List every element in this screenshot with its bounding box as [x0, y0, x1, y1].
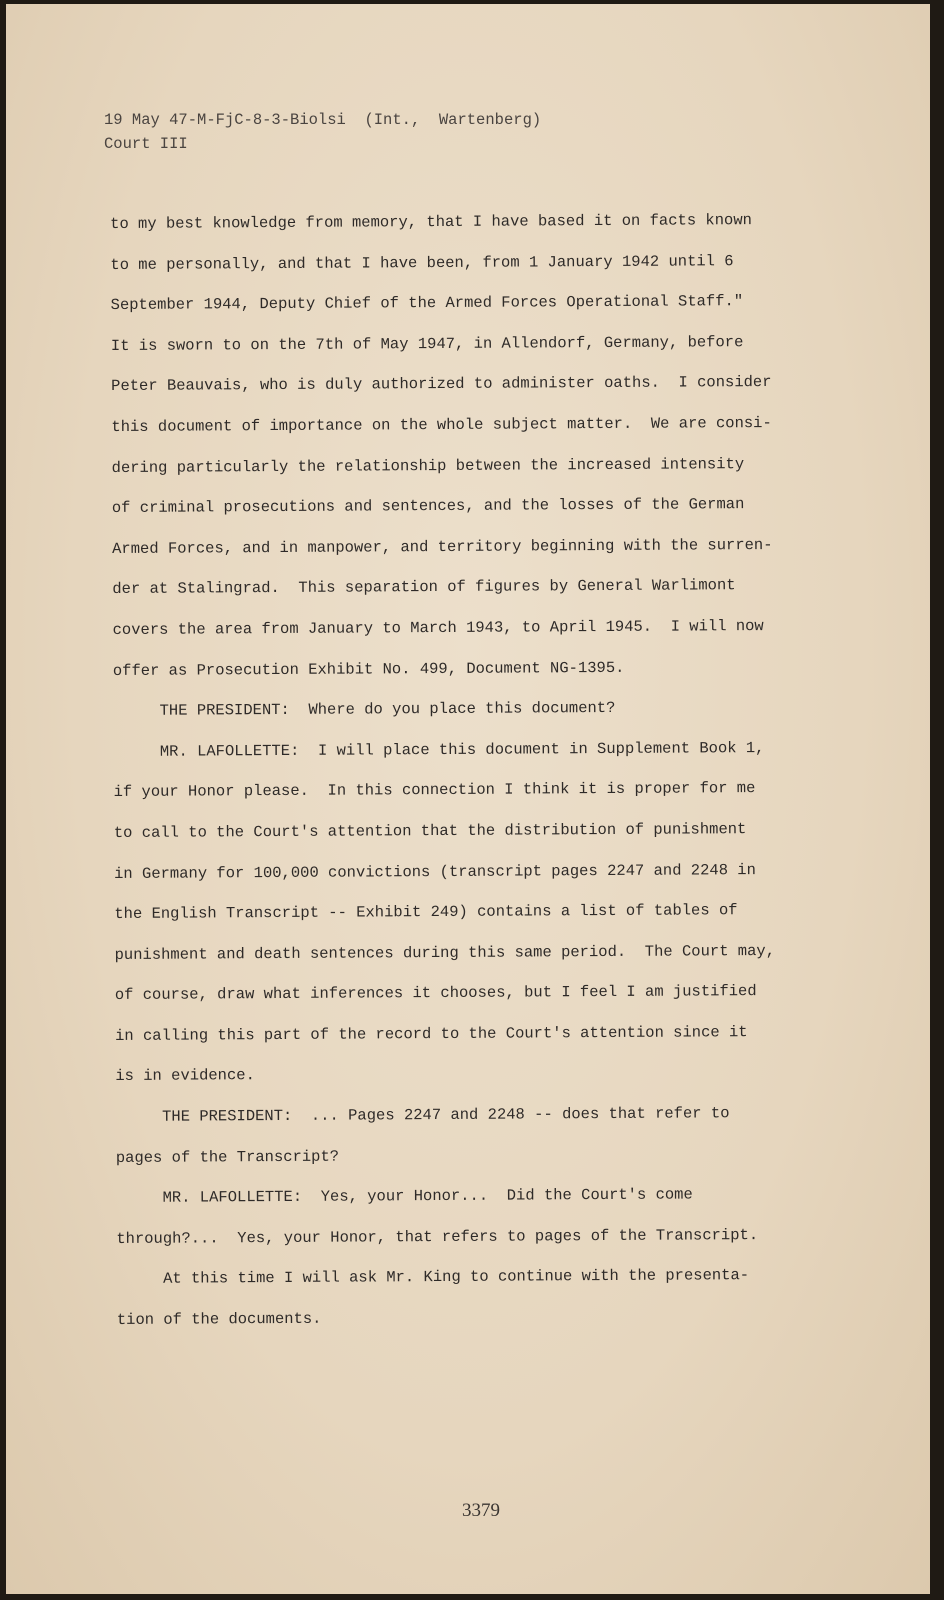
body-line: to me personally, and that I have been, from 1 January 1942 until 6 [110, 251, 734, 274]
body-line: punishment and death sentences during this same period. The Court may, [114, 941, 776, 964]
body-line: der at Stalingrad. This separation of figures by General Warlimont [112, 576, 736, 599]
body-line: of course, draw what inferences it chooses, but I feel I am justified [114, 982, 757, 1005]
body-line: this document of importance on the whole subject matter. We are consi- [111, 413, 772, 436]
body-line: through?... Yes, your Honor, that refers to pages of the Transcript. [116, 1225, 759, 1248]
body-line: offer as Prosecution Exhibit No. 499, Document NG-1395. [112, 658, 625, 680]
page-number: 3379 [462, 1500, 500, 1521]
body-line: MR. LAFOLLETTE: I will place this document in Supplement Book 1, [113, 738, 765, 761]
body-line: the English Transcript -- Exhibit 249) contains a list of tables of [114, 901, 738, 924]
body-line: covers the area from January to March 1943, to April 1945. I will now [112, 616, 764, 639]
body-line: of criminal prosecutions and sentences, and the losses of the German [111, 495, 745, 518]
body-line: THE PRESIDENT: ... Pages 2247 and 2248 -- does that refer to [115, 1104, 730, 1127]
body-line: September 1944, Deputy Chief of the Armed Forces Operational Staff." [110, 292, 744, 315]
document-page [6, 4, 930, 1594]
body-line: Peter Beauvais, who is duly authorized to administer oaths. I consider [111, 373, 772, 396]
body-line: is in evidence. [115, 1066, 255, 1086]
document-header [104, 108, 541, 156]
body-line: Armed Forces, and in manpower, and territory beginning with the surren- [112, 535, 773, 558]
header-line-2: Court III [104, 135, 188, 153]
body-line: in Germany for 100,000 convictions (transcript pages 2247 and 2248 in [114, 860, 756, 883]
transcript-body [110, 199, 877, 1340]
body-line: THE PRESIDENT: Where do you place this document? [113, 699, 616, 721]
body-line: pages of the Transcript? [115, 1147, 340, 1167]
header-line-1: 19 May 47-M-FjC-8-3-Biolsi (Int., Wartenberg) [104, 111, 542, 129]
body-line: in calling this part of the record to the Court's attention since it [115, 1022, 748, 1045]
body-line: tion of the documents. [116, 1309, 322, 1330]
body-line: At this time I will ask Mr. King to continue with the presenta- [116, 1266, 750, 1289]
body-line: dering particularly the relationship between the increased intensity [111, 454, 745, 477]
body-line: to my best knowledge from memory, that I have based it on facts known [110, 211, 752, 233]
body-line: It is sworn to on the 7th of May 1947, in Allendorf, Germany, before [110, 332, 744, 355]
body-line: MR. LAFOLLETTE: Yes, your Honor... Did the Court's come [116, 1185, 693, 1208]
body-line: to call to the Court's attention that the distribution of punishment [113, 820, 747, 842]
body-line: if your Honor please. In this connection I think it is proper for me [113, 779, 756, 802]
